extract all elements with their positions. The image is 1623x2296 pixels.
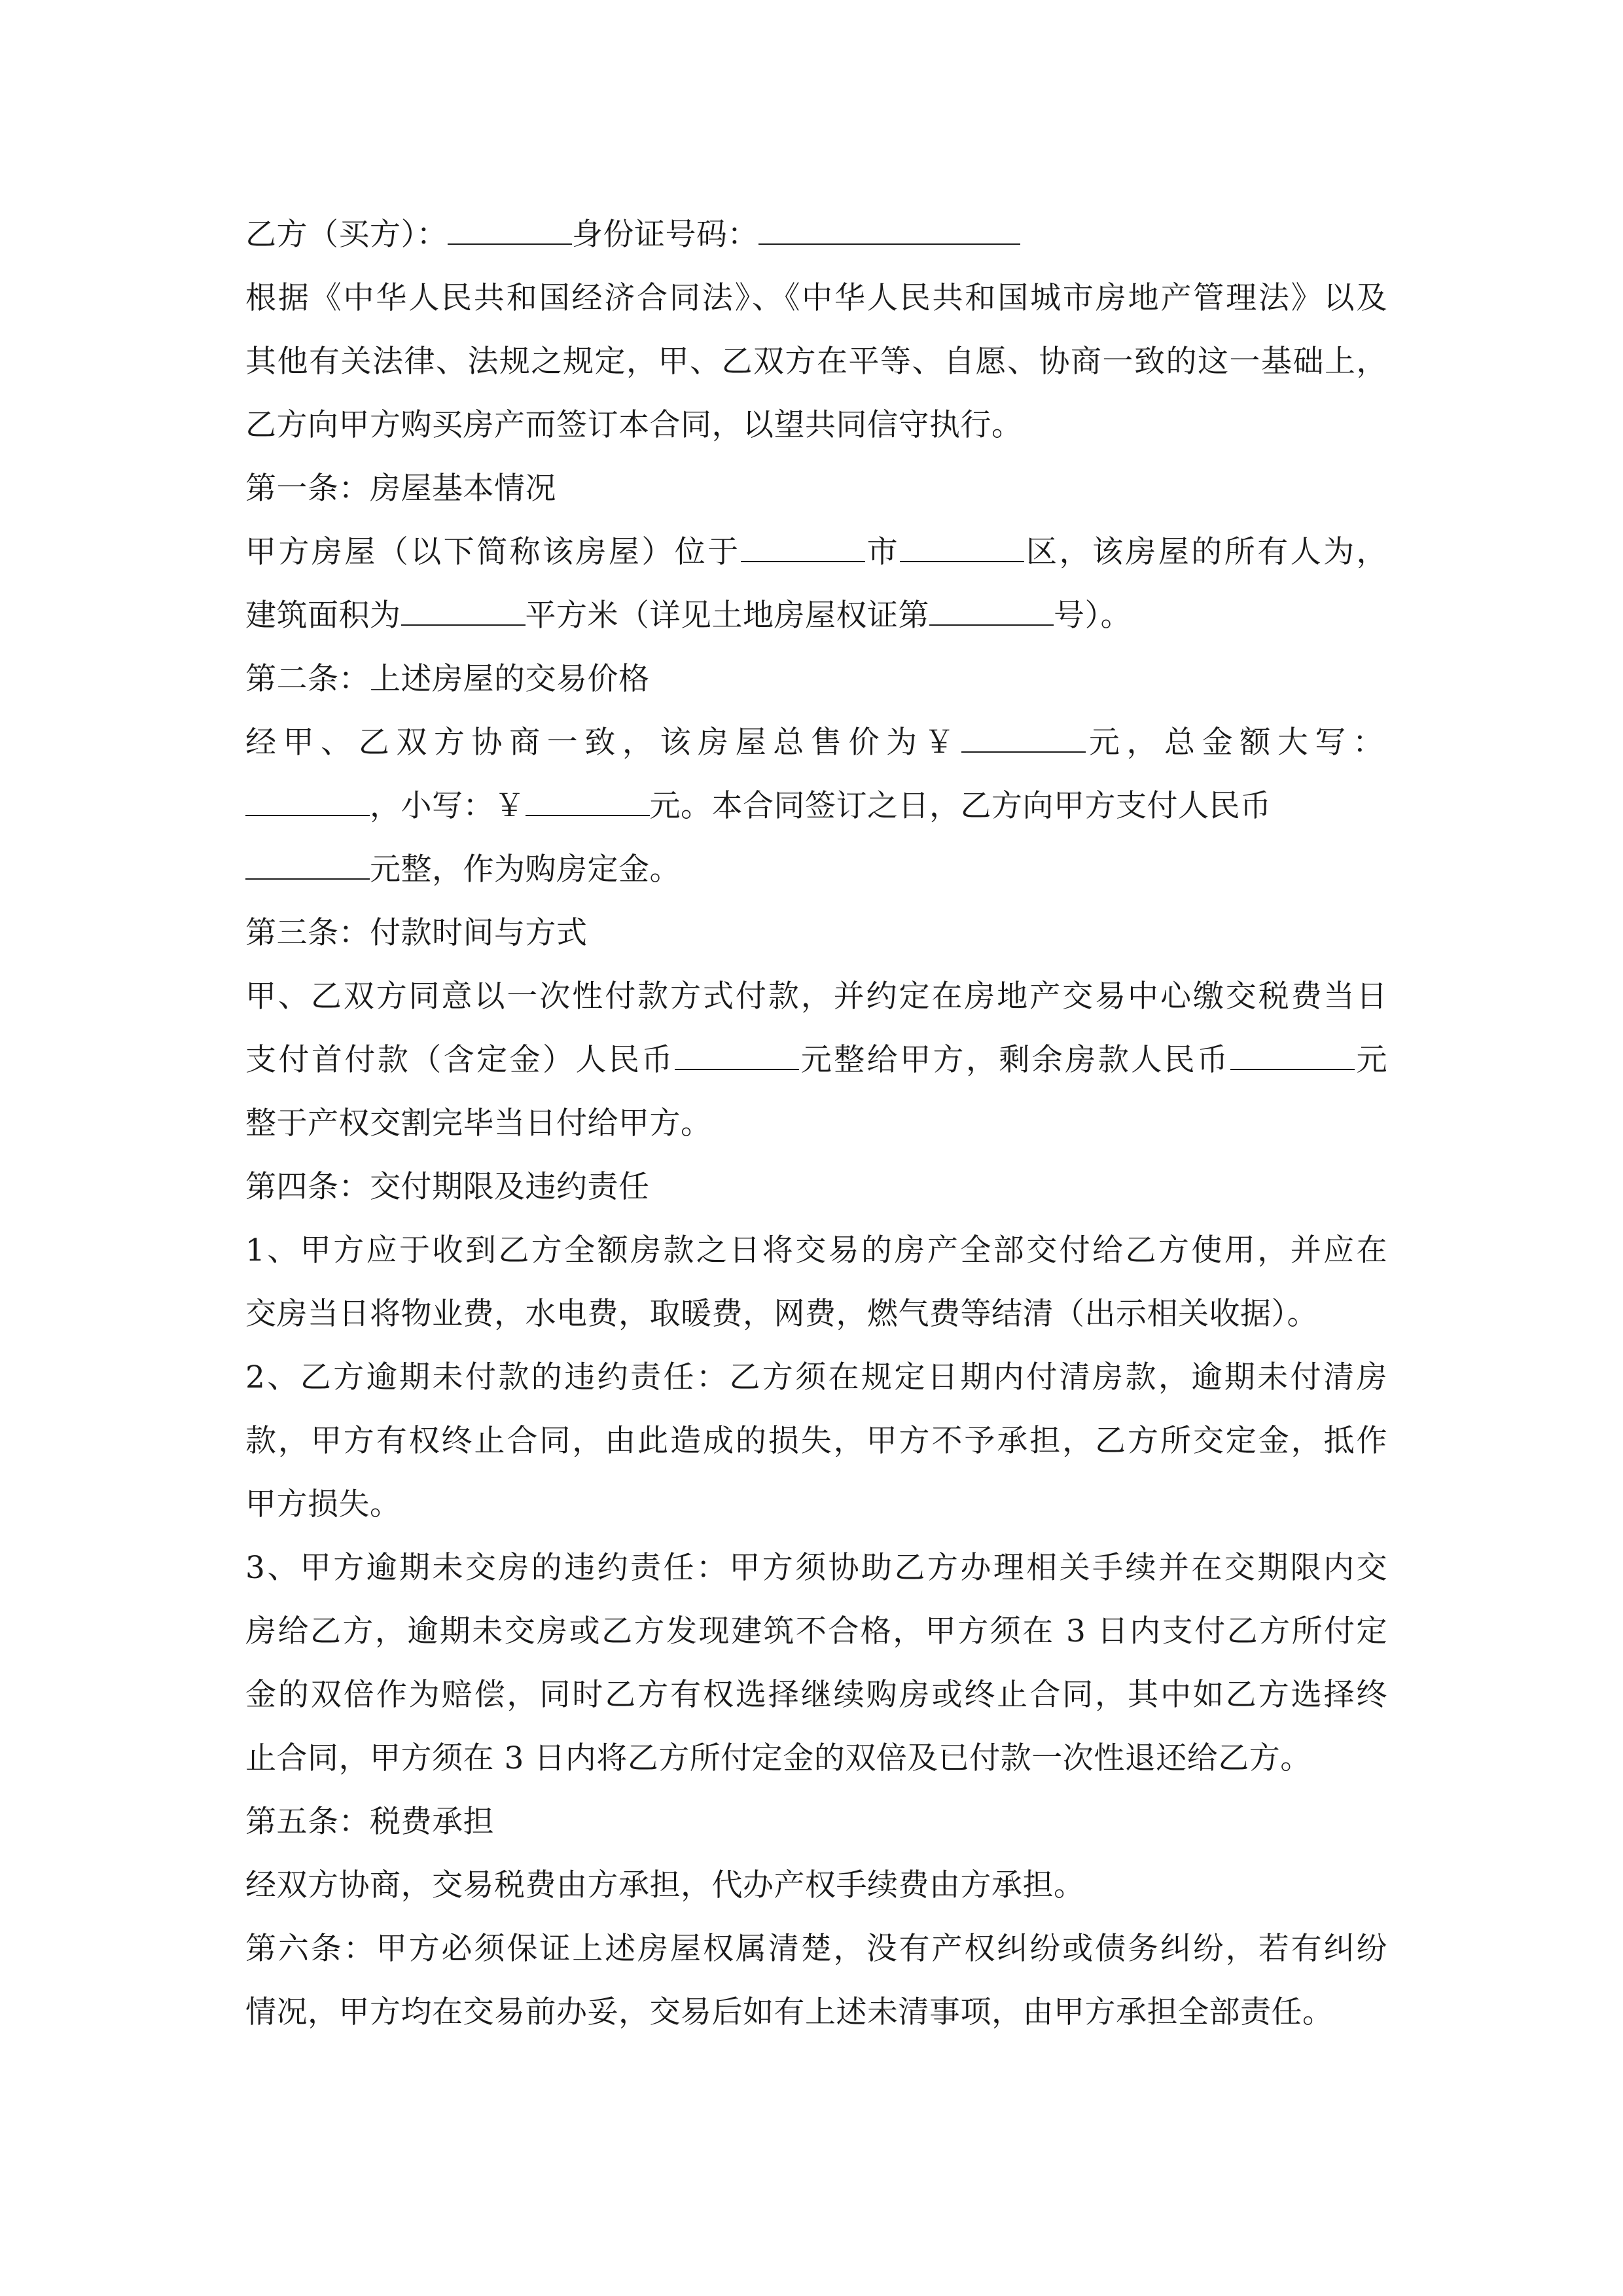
article-1-line-2 — [245, 584, 1387, 647]
article-2-line-1 — [245, 711, 1387, 774]
article-4-p3-line-2: 房给乙方，逾期未交房或乙方发现建筑不合格，甲方须在 3 日内支付乙方所付定 — [245, 1613, 1387, 1649]
article-6-line-2: 情况，甲方均在交易前办妥，交易后如有上述未清事项，由甲方承担全部责任。 — [245, 1994, 1334, 2030]
buyer-line — [245, 203, 1387, 266]
amount-lowercase-blank — [526, 789, 650, 816]
amount-uppercase-blank — [245, 789, 370, 816]
id-number-blank — [758, 217, 1020, 245]
buyer-label: 乙方（买方）： — [245, 217, 448, 253]
article-1-text-e: 平方米（详见土地房屋权证第 — [525, 598, 929, 634]
article-3-text-b: 元整给甲方，剩余房款人民币 — [798, 1042, 1230, 1078]
article-1-text-d: 建筑面积为 — [245, 598, 401, 634]
intro-line-3: 乙方向甲方购买房产而签订本合同，以望共同信守执行。 — [245, 407, 1023, 443]
article-3-text-a: 支付首付款（含定金）人民币 — [245, 1042, 675, 1078]
article-2-text-d: 元。本合同签订之日，乙方向甲方支付人民币 — [649, 788, 1272, 824]
article-3-text-c: 元 — [1354, 1042, 1388, 1078]
article-1-title: 第一条：房屋基本情况 — [245, 471, 556, 507]
article-2-text-e: 元整，作为购房定金。 — [370, 852, 681, 888]
article-4-p2-line-3: 甲方损失。 — [245, 1486, 401, 1522]
article-3-line-3: 整于产权交割完毕当日付给甲方。 — [245, 1105, 712, 1141]
article-4-p1-line-1: 1、甲方应于收到乙方全额房款之日将交易的房产全部交付给乙方使用，并应在 — [245, 1232, 1387, 1268]
article-1-text-a: 甲方房屋（以下简称该房屋）位于 — [245, 534, 741, 570]
article-2-text-c: ，小写：￥ — [370, 788, 526, 824]
contract-page — [245, 203, 1387, 2044]
down-payment-blank — [675, 1043, 799, 1070]
buyer-name-blank — [448, 217, 572, 245]
article-1-line-1 — [245, 520, 1387, 584]
district-blank — [900, 535, 1024, 562]
deposit-blank — [245, 852, 370, 880]
article-5-title: 第五条：税费承担 — [245, 1804, 494, 1840]
article-4-p3-line-1: 3、甲方逾期未交房的违约责任：甲方须协助乙方办理相关手续并在交期限内交 — [245, 1550, 1387, 1586]
article-2-text-a: 经甲、乙双方协商一致，该房屋总售价为￥ — [245, 725, 962, 761]
id-label: 身份证号码： — [572, 217, 758, 253]
article-4-p1-line-2: 交房当日将物业费，水电费，取暖费，网费，燃气费等结清（出示相关收据）。 — [245, 1296, 1318, 1332]
area-blank — [401, 598, 526, 626]
remaining-payment-blank — [1230, 1043, 1355, 1070]
article-1-text-c: 区，该房屋的所有人为， — [1024, 534, 1388, 570]
article-2-line-2 — [245, 774, 1387, 838]
article-2-line-3 — [245, 838, 1387, 901]
article-4-p2-line-1: 2、乙方逾期未付款的违约责任：乙方须在规定日期内付清房款，逾期未付清房 — [245, 1359, 1387, 1395]
article-1-text-f: 号）。 — [1054, 598, 1132, 634]
article-4-p3-line-3: 金的双倍作为赔偿，同时乙方有权选择继续购房或终止合同，其中如乙方选择终 — [245, 1677, 1387, 1713]
city-blank — [741, 535, 865, 562]
total-price-blank — [961, 725, 1086, 753]
certificate-number-blank — [929, 598, 1054, 626]
article-5-line-1: 经双方协商，交易税费由方承担，代办产权手续费由方承担。 — [245, 1867, 1085, 1903]
article-1-text-b: 市 — [865, 534, 901, 570]
intro-line-1: 根据《中华人民共和国经济合同法》、《中华人民共和国城市房地产管理法》以及 — [245, 280, 1387, 316]
article-2-title: 第二条：上述房屋的交易价格 — [245, 661, 650, 697]
article-6-line-1: 第六条：甲方必须保证上述房屋权属清楚，没有产权纠纷或债务纠纷，若有纠纷 — [245, 1931, 1387, 1967]
article-4-title: 第四条：交付期限及违约责任 — [245, 1169, 650, 1205]
article-2-text-b: 元，总金额大写： — [1086, 725, 1388, 761]
article-3-title: 第三条：付款时间与方式 — [245, 915, 588, 951]
intro-line-2: 其他有关法律、法规之规定，甲、乙双方在平等、自愿、协商一致的这一基础上， — [245, 344, 1387, 380]
article-3-line-1: 甲、乙双方同意以一次性付款方式付款，并约定在房地产交易中心缴交税费当日 — [245, 978, 1387, 1014]
article-4-p3-line-4: 止合同，甲方须在 3 日内将乙方所付定金的双倍及已付款一次性退还给乙方。 — [245, 1740, 1311, 1776]
article-4-p2-line-2: 款，甲方有权终止合同，由此造成的损失，甲方不予承担，乙方所交定金，抵作 — [245, 1423, 1387, 1459]
article-3-line-2 — [245, 1028, 1387, 1092]
